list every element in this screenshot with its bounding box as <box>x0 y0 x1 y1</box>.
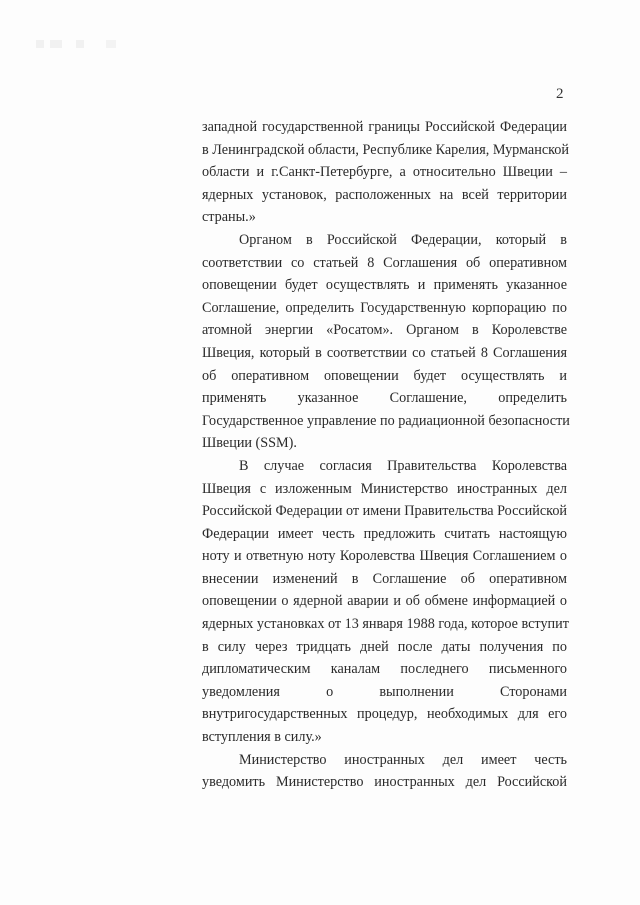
text-line: внутригосударственных процедур, необходимых для его <box>202 706 567 723</box>
text-line: Швеции (SSM). <box>202 435 297 452</box>
text-line: оповещении о ядерной аварии и об обмене информацией о <box>202 593 567 610</box>
body-text <box>202 116 570 794</box>
text-line: атомной энергии «Росатом». Органом в Королевстве <box>202 322 567 339</box>
text-line: западной государственной границы Российской Федерации <box>202 119 567 135</box>
text-line: соответствии со статьей 8 Соглашения об оперативном <box>202 254 567 271</box>
text-line: об оперативном оповещении будет осуществлять и <box>202 367 567 384</box>
text-line: Российской Федерации от имени Правительства Российской <box>202 503 568 520</box>
text-line: Швеция, который в соответствии со статьей 8 Соглашения <box>202 344 567 361</box>
scan-artifact <box>36 40 146 48</box>
text-line: Органом в Российской Федерации, который в <box>239 231 567 248</box>
text-line: В случае согласия Правительства Королевства <box>239 457 567 474</box>
text-line: Министерство иностранных дел имеет честь <box>239 751 567 768</box>
page-number: 2 <box>556 86 564 102</box>
text-line: дипломатическим каналам последнего письменного <box>202 661 567 678</box>
text-line: вступления в силу.» <box>202 729 322 746</box>
text-line: уведомления о выполнении Сторонами <box>202 683 567 700</box>
text-line: уведомить Министерство иностранных дел Российской <box>202 774 567 791</box>
text-line: Соглашение, определить Государственную корпорацию по <box>202 299 567 316</box>
text-line: ядерных установок, расположенных на всей территории <box>202 186 567 203</box>
text-line: применять указанное Соглашение, определить <box>202 390 567 407</box>
text-line: области и г.Санкт-Петербурге, а относительно Швеции – <box>202 164 567 181</box>
text-line: Швеция с изложенным Министерство иностранных дел <box>202 480 567 497</box>
text-line: оповещении будет осуществлять и применять указанное <box>202 277 567 294</box>
text-line: внесении изменений в Соглашение об оперативном <box>202 570 567 587</box>
text-line: в силу через тридцать дней после даты получения по <box>202 638 567 655</box>
text-line: страны.» <box>202 209 256 226</box>
text-line: ядерных установках от 13 января 1988 года, которое вступит <box>202 616 569 633</box>
text-line: в Ленинградской области, Республике Карелия, Мурманской <box>202 141 569 158</box>
text-line: Федерации имеет честь предложить считать настоящую <box>202 525 567 542</box>
text-line: Государственное управление по радиационной безопасности <box>202 412 570 429</box>
text-line: ноту и ответную ноту Королевства Швеция Соглашением о <box>202 548 567 565</box>
